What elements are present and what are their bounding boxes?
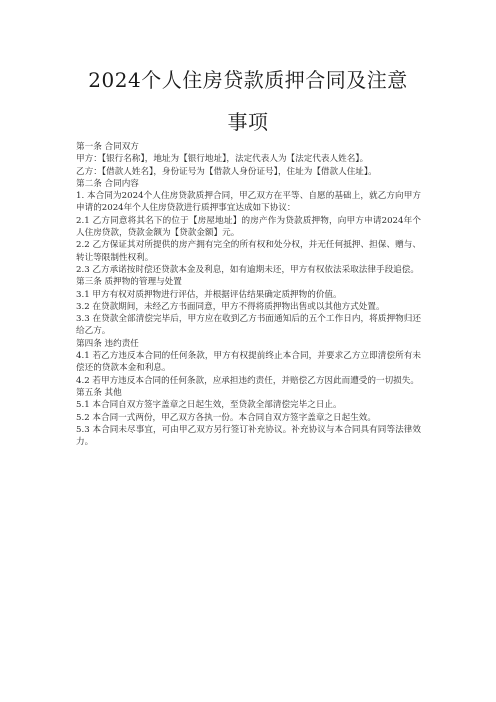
paragraph: 4.2 若甲方违反本合同的任何条款，应承担违约责任，并赔偿乙方因此而遭受的一切损失。 [76,375,419,386]
paragraph: 乙方：【借款人姓名】，身份证号为【借款人身份证号】，住址为【借款人住址】。 [76,166,377,177]
paragraph: 5.2 本合同一式两份，甲乙双方各执一份。本合同自双方签字盖章之日起生效。 [76,412,376,423]
section-heading: 第四条 违约责任 [76,338,139,349]
section-heading: 第五条 其他 [76,387,122,398]
document-body [76,141,421,448]
paragraph: 2.2 乙方保证其对所提供的房产拥有完全的所有权和处分权，并无任何抵押、担保、赠与、转让等限制性权利。 [76,240,421,263]
paragraph: 3.2 在贷款期间，未经乙方书面同意，甲方不得将质押物出售或以其他方式处置。 [76,301,385,312]
paragraph: 1. 本合同为2024个人住房贷款质押合同，甲乙双方在平等、自愿的基础上，就乙方向甲方申请的2024年个人住房贷款进行质押事宜达成如下协议： [76,191,421,214]
paragraph: 5.3 本合同未尽事宜，可由甲乙双方另行签订补充协议。补充协议与本合同具有同等法律效力。 [76,424,421,448]
paragraph: 4.1 若乙方违反本合同的任何条款，甲方有权提前终止本合同，并要求乙方立即清偿所有未偿还的贷款本金和利息。 [76,351,421,374]
document-title-continued: 事项 [227,110,269,134]
paragraph: 3.3 在贷款全部清偿完毕后，甲方应在收到乙方书面通知后的五个工作日内，将质押物归还给乙方。 [76,314,421,337]
paragraph: 2.1 乙方同意将其名下的位于【房屋地址】的房产作为贷款质押物，向甲方申请2024年个人住房贷款，贷款金额为【贷款金额】元。 [76,215,421,239]
paragraph: 3.1 甲方有权对质押物进行评估，并根据评估结果确定质押物的价值。 [76,289,342,300]
section-heading: 第二条 合同内容 [76,178,139,189]
document-title: 2024个人住房贷款质押合同及注意 [88,68,408,92]
section-heading: 第一条 合同双方 [76,142,139,152]
paragraph: 5.1 本合同自双方签字盖章之日起生效，至贷款全部清偿完毕之日止。 [76,400,342,411]
paragraph: 甲方：【银行名称】，地址为【银行地址】，法定代表人为【法定代表人姓名】。 [76,154,369,165]
paragraph: 2.3 乙方承诺按时偿还贷款本金及利息，如有逾期未还，甲方有权依法采取法律手段追偿。 [76,264,419,275]
section-heading: 第三条 质押物的管理与处置 [76,277,182,288]
